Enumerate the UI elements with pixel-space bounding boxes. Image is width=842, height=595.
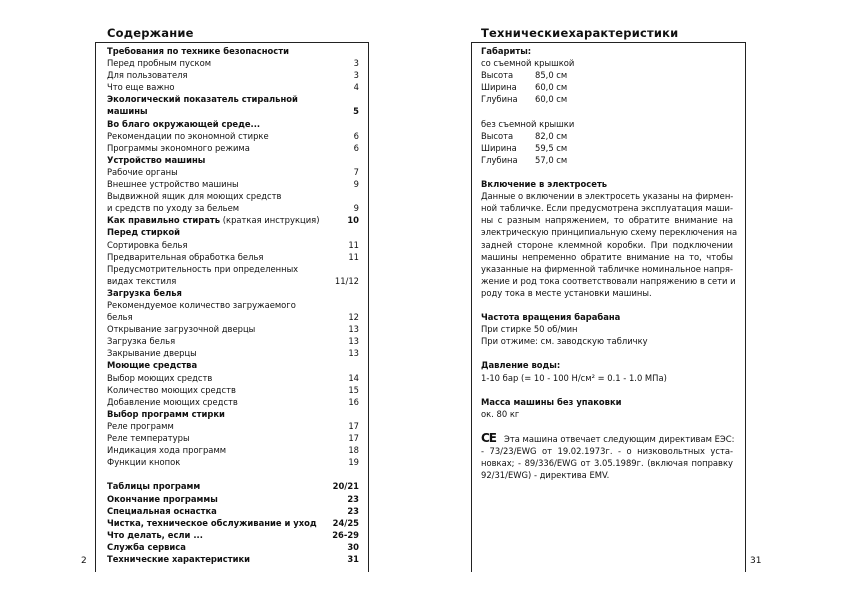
toc-entry [107, 456, 359, 468]
dimension-value: 82,0 см [535, 130, 568, 141]
power-title: Включение в электросеть [481, 179, 608, 190]
contents-title-underline [95, 42, 368, 43]
toc-entry [107, 190, 359, 202]
toc-entry-page: 17 [348, 433, 359, 443]
toc-entry-title: Внешнее устройство машины [107, 179, 239, 190]
toc-entry-title: Реле температуры [107, 433, 190, 443]
toc-entry-page: 5 [353, 106, 359, 117]
right-page-margin-line [745, 42, 746, 572]
drum-speed-spin: При отжиме: см. заводскую табличку [481, 336, 648, 347]
toc-entry-page: 19 [348, 457, 359, 468]
toc-entry-title: Выбор программ стирки [107, 408, 225, 419]
toc-entry [107, 408, 359, 420]
toc-entry-title: Рекомендации по экономной стирке [107, 130, 269, 141]
weight-value: ок. 80 кг [481, 408, 520, 419]
power-text-line: ны с разным напряжением, то обратите внимание на [481, 215, 733, 226]
toc-entry-page: 23 [347, 493, 359, 504]
toc-entry-page: 11 [348, 251, 359, 262]
drum-speed-wash: При стирке 50 об/мин [481, 324, 578, 335]
toc-entry-page: 14 [348, 372, 359, 383]
dimensions-without-lid-label: без съемной крышки [481, 118, 575, 129]
toc-entry [107, 347, 359, 359]
toc-entry [107, 372, 359, 384]
toc-entry [107, 432, 359, 444]
toc-entry [107, 57, 359, 69]
toc-entry-page: 12 [348, 312, 359, 323]
toc-entry-page: 6 [353, 130, 359, 141]
gutter-line-left [368, 42, 369, 572]
toc-entry-page: 26-29 [332, 529, 359, 540]
page-number-right: 31 [750, 556, 762, 566]
dimensions-with-lid-label: со съемной крышкой [481, 58, 575, 69]
toc-entry-page: 9 [353, 179, 359, 190]
dimension-value: 59,5 см [535, 142, 568, 153]
toc-entry-title: Устройство машины [107, 154, 206, 165]
toc-entry-page: 31 [347, 554, 359, 565]
toc-entry-title: Реле программ [107, 420, 174, 431]
toc-entry [107, 251, 359, 263]
toc-entry [107, 178, 359, 190]
toc-entry [107, 202, 359, 214]
gutter-line-right [471, 42, 472, 572]
dimension-value: 85,0 см [535, 70, 568, 81]
toc-entry [107, 263, 359, 275]
toc-entry-note: (краткая инструкция) [220, 215, 320, 226]
water-pressure-value: 1-10 бар (= 10 - 100 Н/см² = 0.1 - 1.0 МПа) [481, 372, 667, 383]
power-text-line: электрическую принципиальную схему переключения на [481, 227, 738, 238]
toc-entry-page: 11 [348, 239, 359, 250]
toc-entry-title: Для пользователя [107, 70, 188, 81]
toc-entry-title: белья [107, 312, 133, 323]
toc-entry [107, 287, 359, 299]
toc-entry [107, 505, 359, 517]
specs-title-underline [471, 42, 745, 43]
toc-entry-title: Индикация хода программ [107, 445, 227, 456]
toc-entry-page: 16 [348, 396, 359, 407]
toc-entry [107, 323, 359, 335]
toc-entry [107, 130, 359, 142]
toc-entry [107, 444, 359, 456]
toc-entry [107, 214, 359, 226]
toc-entry [107, 396, 359, 408]
ce-line-1: CE Эта машина отвечает следующим директивам ЕЭС: [481, 431, 735, 445]
dimensions-title: Габариты: [481, 46, 532, 56]
page-title-specs: Техническиехарактеристики [481, 26, 679, 40]
toc-entry-page: 9 [353, 203, 359, 214]
dimension-row [481, 142, 733, 154]
toc-entry-title: Таблицы программ [107, 481, 201, 492]
power-text-line: машины непременно обратите внимание на то, чтобы [481, 251, 733, 262]
toc-entry-title: Загрузка белья [107, 336, 176, 347]
toc-entry-title: Перед пробным пуском [107, 58, 212, 69]
toc-entry-title: Технические характеристики [107, 554, 251, 565]
toc-entry [107, 142, 359, 154]
toc-entry [107, 45, 359, 57]
toc-entry [107, 93, 359, 105]
toc-entry [107, 105, 359, 117]
toc-entry [107, 226, 359, 238]
toc-entry [107, 517, 359, 529]
toc-entry [107, 311, 359, 323]
ce-mark-icon: CE [481, 431, 497, 445]
power-text-line: роду тока в месте установки машины. [481, 287, 652, 298]
toc-entry-title: и средств по уходу за бельем [107, 203, 240, 214]
ce-line-3: новках; - 89/336/EWG от 3.05.1989г. (включая поправку [481, 458, 733, 469]
toc-entry-title: Сортировка белья [107, 239, 188, 250]
toc-entry-page: 4 [353, 82, 359, 93]
toc-entry-page: 17 [348, 420, 359, 431]
toc-entry-page: 30 [347, 541, 359, 552]
toc-entry-title: Как правильно стирать [107, 215, 221, 226]
dimension-value: 60,0 см [535, 94, 568, 105]
left-page-margin-line [95, 42, 96, 572]
toc-entry [107, 480, 359, 492]
toc-entry-title: Загрузка белья [107, 287, 182, 298]
toc-entry-title: Моющие средства [107, 360, 198, 371]
toc-entry-title: Чистка, техническое обслуживание и уход [107, 517, 317, 528]
toc-entry [107, 541, 359, 553]
toc-entry [107, 154, 359, 166]
toc-entry-title: Выбор моющих средств [107, 372, 213, 383]
toc-entry [107, 335, 359, 347]
toc-entry-title: Выдвижной ящик для моющих средств [107, 191, 282, 202]
toc-entry-title: Рабочие органы [107, 166, 178, 177]
toc-entry-page: 23 [347, 505, 359, 516]
toc-entry [107, 553, 359, 565]
toc-entry-title: Что еще важно [107, 82, 175, 93]
dimension-row [481, 130, 733, 142]
dimension-row [481, 81, 733, 93]
toc-entry-title: Закрывание дверцы [107, 348, 197, 359]
toc-entry-title: Экологический показатель стиральной [107, 94, 298, 105]
toc-entry-page: 3 [353, 58, 359, 69]
toc-entry-page: 6 [353, 142, 359, 153]
toc-entry-page: 13 [348, 324, 359, 335]
toc-entry [107, 384, 359, 396]
dimension-label: Глубина [481, 94, 518, 105]
weight-title: Масса машины без упаковки [481, 396, 622, 407]
dimension-row [481, 69, 733, 81]
drum-speed-title: Частота вращения барабана [481, 312, 621, 323]
toc-entry-title: Что делать, если ... [107, 529, 203, 540]
toc-entry-page: 13 [348, 348, 359, 359]
dimension-row [481, 154, 733, 166]
toc-entry [107, 275, 359, 287]
toc-entry-title: Открывание загрузочной дверцы [107, 324, 256, 335]
toc-entry-page: 10 [347, 215, 359, 226]
toc-entry-title: Программы экономного режима [107, 142, 250, 153]
power-text-line: задней стороне клеммной коробки. При подключении [481, 239, 733, 250]
power-text-line: ной табличке. Если предусмотрена эксплуатация маши- [481, 203, 733, 214]
dimension-label: Глубина [481, 154, 518, 165]
toc-entry [107, 118, 359, 130]
toc-entry-title: Окончание программы [107, 493, 218, 504]
toc-entry [107, 493, 359, 505]
toc-entry [107, 299, 359, 311]
ce-line-4: 92/31/EWG) - директива EMV. [481, 470, 610, 481]
toc-entry-page: 15 [348, 384, 359, 395]
toc-entry-page: 24/25 [332, 517, 359, 528]
dimension-label: Ширина [481, 142, 517, 153]
dimension-row [481, 93, 733, 105]
toc-entry-title: машины [107, 106, 148, 117]
toc-entry-title: Во благо окружающей среде... [107, 118, 261, 129]
toc-entry-page: 20/21 [332, 481, 359, 492]
power-text-line: Данные о включении в электросеть указаны на фирмен- [481, 191, 734, 202]
toc-entry [107, 239, 359, 251]
dimension-value: 60,0 см [535, 82, 568, 93]
toc-entry-title: Рекомендуемое количество загружаемого [107, 299, 296, 310]
toc-entry-title: Перед стиркой [107, 227, 181, 238]
water-pressure-title: Давление воды: [481, 360, 561, 371]
toc-entry-page: 13 [348, 336, 359, 347]
power-text-line: жение и род тока соответствовали напряжению в сети и [481, 275, 736, 286]
toc-entry-title: видах текстиля [107, 275, 177, 286]
toc-entry [107, 166, 359, 178]
toc-entry-title: Предварительная обработка белья [107, 251, 264, 262]
toc-entry [107, 359, 359, 371]
toc-entry-title: Требования по технике безопасности [107, 46, 289, 56]
toc-entry [107, 420, 359, 432]
ce-line-2: - 73/23/EWG от 19.02.1973г. - о низковольтных уста- [481, 446, 733, 457]
toc-entry-page: 11/12 [334, 275, 359, 286]
toc-entry-title: Служба сервиса [107, 541, 186, 552]
power-text-line: указанные на фирменной табличке номинальное напря- [481, 263, 733, 274]
toc-entry-page: 3 [353, 70, 359, 81]
toc-entry-title: Функции кнопок [107, 457, 181, 468]
dimension-label: Ширина [481, 82, 517, 93]
toc-entry-title: Специальная оснастка [107, 505, 217, 516]
toc-entry-page: 18 [348, 445, 359, 456]
page-number-left: 2 [81, 556, 87, 566]
table-of-contents [107, 45, 359, 565]
dimension-label: Высота [481, 70, 514, 81]
dimension-value: 57,0 см [535, 154, 568, 165]
toc-entry [107, 81, 359, 93]
toc-entry [107, 69, 359, 81]
toc-entry-title: Количество моющих средств [107, 384, 236, 395]
toc-entry-title: Добавление моющих средств [107, 396, 238, 407]
toc-entry-page: 7 [353, 166, 359, 177]
specifications [481, 45, 738, 481]
page-title-contents: Содержание [107, 26, 194, 40]
toc-entry-title: Предусмотрительность при определенных [107, 263, 299, 274]
toc-entry [107, 529, 359, 541]
dimension-label: Высота [481, 130, 514, 141]
